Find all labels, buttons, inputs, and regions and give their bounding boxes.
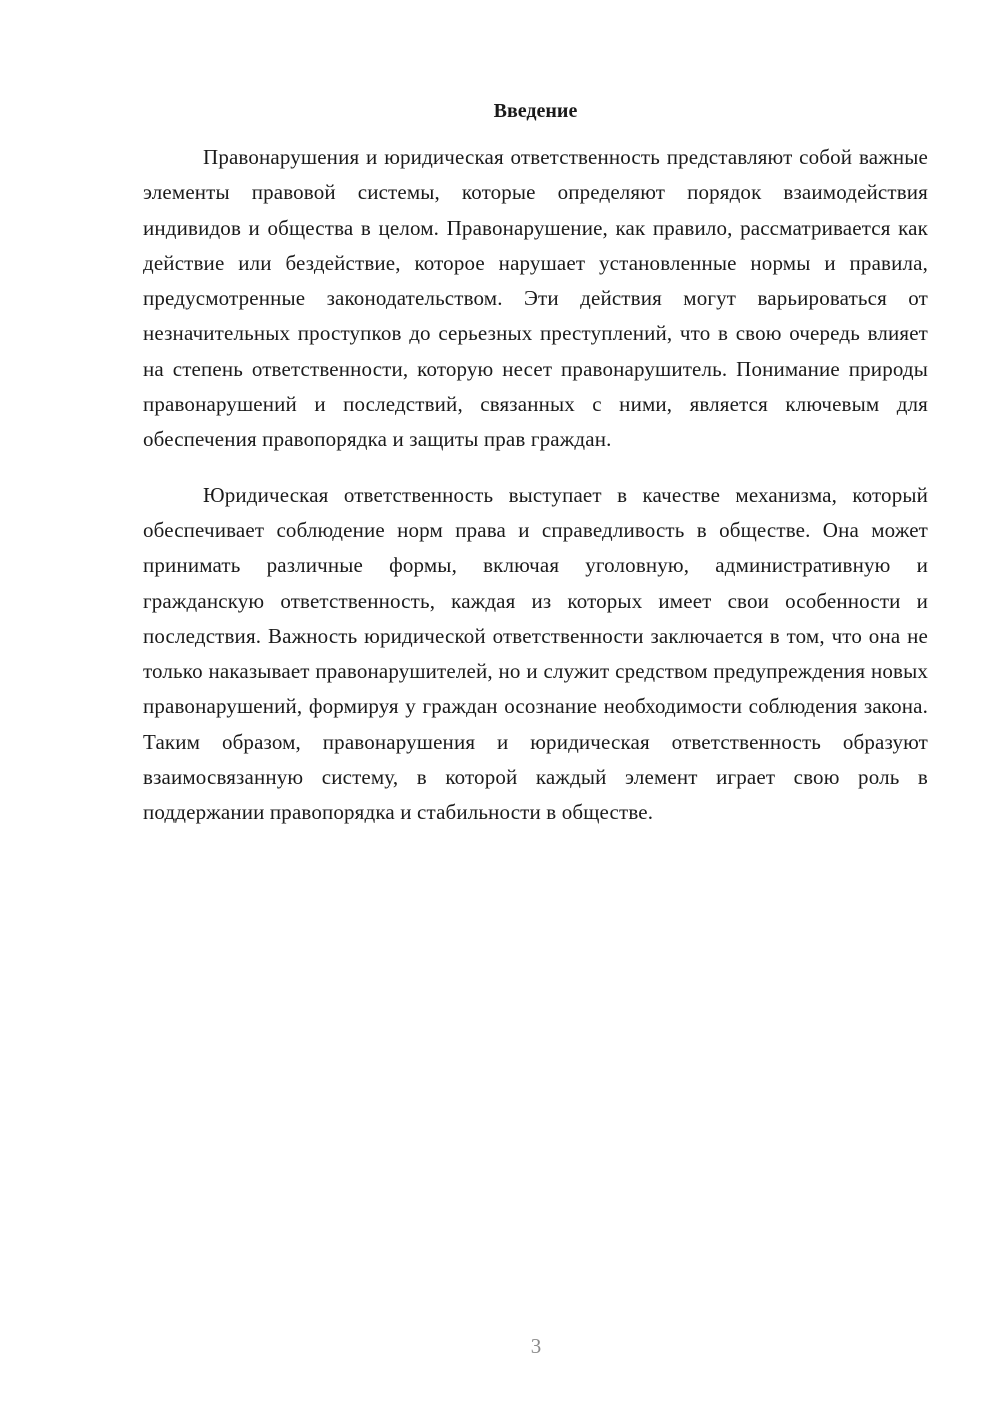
section-title: Введение [493,100,578,122]
paragraph-2: Юридическая ответственность выступает в качестве механизма, который обеспечивает соблюдение норм права и справедливость в обществе. Она может принимать различные формы, включая уголовную, административную и гражданскую ответственность, каждая из которых имеет свои особенности и последствия. Важность юридической ответственности заключается в том, что она не только наказывает правонарушителей, но и служит средством предупреждения новых правонарушений, формируя у граждан осознание необходимости соблюдения закона. Таким образом, правонарушения и юридическая ответственность образуют взаимосвязанную систему, в которой каждый элемент играет свою роль в поддержании правопорядка и стабильности в обществе. [143,482,928,825]
page-number: 3 [530,1334,542,1358]
paragraph-1: Правонарушения и юридическая ответственность представляют собой важные элементы правовой системы, которые определяют порядок взаимодействия индивидов и общества в целом. Правонарушение, как правило, рассматривается как действие или бездействие, которое нарушает установленные нормы и правила, предусмотренные законодательством. Эти действия могут варьироваться от незначительных проступков до серьезных преступлений, что в свою очередь влияет на степень ответственности, которую несет правонарушитель. Понимание природы правонарушений и последствий, связанных с ними, является ключевым для обеспечения правопорядка и защиты прав граждан. [143,145,928,452]
document-body [143,96,928,831]
